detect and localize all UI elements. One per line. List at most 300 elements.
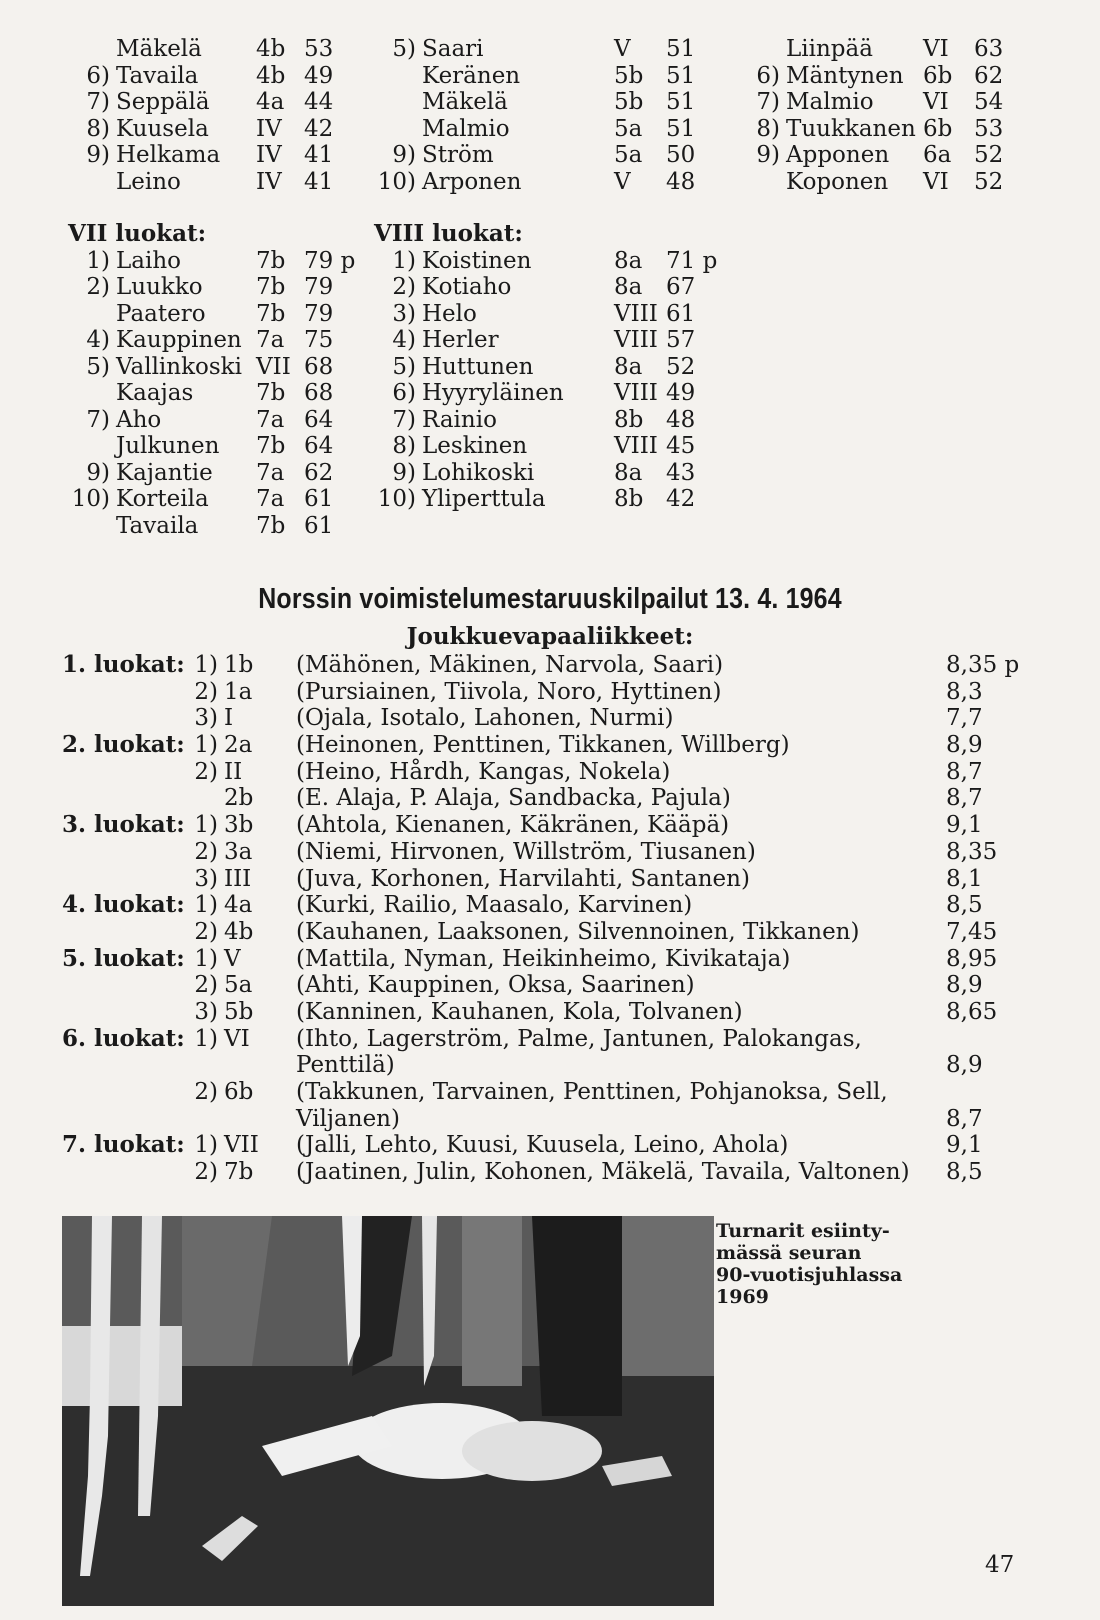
points-value: 52 <box>974 168 1004 195</box>
athlete-name: Mäkelä <box>116 36 202 62</box>
team-score: 8,7 <box>946 1105 983 1132</box>
result-row <box>68 460 348 487</box>
points-value: 44 <box>304 89 334 115</box>
class-label: 4a <box>256 89 285 115</box>
team-result-row <box>56 946 1046 973</box>
athlete-name: Koponen <box>786 168 889 195</box>
page-title: Norssin voimistelumestaruuskilpailut 13. 4. 1964 <box>258 583 842 615</box>
athlete-name: Hyyryläinen <box>422 380 564 406</box>
points-value: 61 <box>304 512 334 539</box>
result-row <box>374 380 734 407</box>
class-label: VI <box>224 1025 250 1052</box>
result-row <box>374 89 734 116</box>
points-value: 50 <box>666 142 696 168</box>
rank-label: 1) <box>194 652 218 678</box>
points-value: 51 <box>666 89 696 115</box>
result-row <box>374 63 734 90</box>
rank-label: 9) <box>756 142 780 168</box>
class-label: 7b <box>256 512 286 539</box>
rank-label: 2) <box>194 918 218 945</box>
result-row <box>68 247 356 275</box>
points-value: 63 <box>974 36 1004 62</box>
team-score: 8,9 <box>946 972 983 999</box>
class-label: 6a <box>923 142 952 168</box>
team-score: 7,45 <box>946 918 998 945</box>
result-row <box>68 354 348 381</box>
result-row <box>374 248 734 275</box>
class-label: 5b <box>224 998 254 1025</box>
class-label: 8b <box>614 486 644 512</box>
rank-label: 4) <box>392 327 416 353</box>
photo-illustration <box>62 1216 714 1606</box>
class-label: 7a <box>256 486 285 512</box>
points-value: 64 <box>304 406 334 433</box>
rank-label: 3) <box>194 865 218 892</box>
team-members: (Jaatinen, Julin, Kohonen, Mäkelä, Tavaila, Valtonen) <box>296 1159 910 1186</box>
gymnasts-photo <box>62 1216 714 1606</box>
points-value: 67 <box>666 274 696 300</box>
result-row <box>738 63 1038 90</box>
grade-label: 3. luokat: <box>62 811 185 839</box>
points-value: 79 <box>304 274 334 300</box>
team-result-row <box>56 919 1046 946</box>
points-value: 54 <box>974 89 1004 115</box>
class-label: VIII <box>614 380 658 406</box>
team-members: (Ahtola, Kienanen, Käkränen, Kääpä) <box>296 812 730 839</box>
team-score: 8,7 <box>946 758 983 785</box>
class-label: V <box>614 168 631 195</box>
team-members: (Pursiainen, Tiivola, Noro, Hyttinen) <box>296 678 722 705</box>
rank-label: 3) <box>194 705 218 732</box>
points-value: 68 <box>304 380 334 406</box>
team-members: (Heinonen, Penttinen, Tikkanen, Willberg) <box>296 732 790 759</box>
rank-label: 2) <box>392 274 416 300</box>
class-label: 7a <box>256 327 285 353</box>
athlete-name: Malmio <box>786 89 874 115</box>
class-label: 4a <box>224 892 253 919</box>
points-value: 75 <box>304 327 334 353</box>
points-value: 62 <box>974 62 1004 89</box>
rank-label: 3) <box>194 998 218 1025</box>
team-result-row <box>56 1159 1046 1186</box>
result-row <box>374 116 734 143</box>
photo-caption <box>716 1220 916 1308</box>
grade-label: 5. luokat: <box>62 944 185 972</box>
team-score: 8,1 <box>946 865 983 892</box>
class-label: 5b <box>614 62 644 89</box>
athlete-name: Mäkelä <box>422 89 508 115</box>
rank-label: 10) <box>377 486 416 512</box>
points-value: 64 <box>304 433 334 459</box>
athlete-name: Laiho <box>116 247 182 274</box>
class-label: VII <box>224 1132 259 1159</box>
team-score: 8,65 <box>946 998 998 1025</box>
rank-label: 2) <box>194 678 218 705</box>
points-value: 42 <box>304 115 334 142</box>
result-row <box>374 169 734 196</box>
class-label: 5a <box>614 142 643 168</box>
result-row <box>374 407 734 434</box>
rank-label: 2) <box>194 758 218 785</box>
class-label: 7b <box>256 274 286 300</box>
team-members: (Niemi, Hirvonen, Willström, Tiusanen) <box>296 838 756 865</box>
rank-label: 9) <box>86 142 110 168</box>
team-result-row <box>56 1052 1046 1079</box>
points-value: 57 <box>666 327 696 353</box>
team-result-row <box>56 732 1046 759</box>
class-label: VI <box>923 168 949 195</box>
result-row <box>374 460 734 487</box>
class-group-header: VII luokat: <box>68 220 207 247</box>
points-value: 52 <box>974 142 1004 168</box>
team-result-row <box>56 679 1046 706</box>
class-label: VII <box>256 353 291 380</box>
result-row <box>68 407 348 434</box>
result-row <box>374 301 734 328</box>
grade-label: 1. luokat: <box>62 651 185 678</box>
caption-line: Turnarit esiinty- <box>716 1220 890 1242</box>
rank-label: 2) <box>194 1159 218 1186</box>
rank-label: 8) <box>392 433 416 459</box>
points-value: 51 <box>666 115 696 142</box>
rank-label: 6) <box>86 62 110 89</box>
athlete-name: Mäntynen <box>786 62 904 89</box>
class-label: II <box>224 758 243 785</box>
team-members: (Kanninen, Kauhanen, Kola, Tolvanen) <box>296 998 743 1025</box>
athlete-name: Seppälä <box>116 89 210 115</box>
class-label: 4b <box>224 918 254 945</box>
rank-label: 5) <box>392 353 416 380</box>
class-label: 8a <box>614 353 643 380</box>
athlete-name: Liinpää <box>786 36 873 62</box>
team-score: 8,7 <box>946 785 983 812</box>
team-score: 9,1 <box>946 812 983 839</box>
team-members: (Mähönen, Mäkinen, Narvola, Saari) <box>296 652 724 678</box>
athlete-name: Tuukkanen <box>786 115 916 142</box>
points-value: 61 <box>666 300 696 327</box>
result-row <box>374 36 734 63</box>
result-row <box>738 169 1038 196</box>
class-label: 1a <box>224 678 253 705</box>
class-label: VIII <box>614 327 658 353</box>
athlete-name: Kajantie <box>116 459 213 486</box>
team-result-row <box>56 1106 1046 1133</box>
team-members: (Kurki, Railio, Maasalo, Karvinen) <box>296 892 693 919</box>
class-group-header: VIII luokat: <box>374 220 523 247</box>
team-score: 8,3 <box>946 678 983 705</box>
class-label: 2b <box>224 785 254 812</box>
class-label: 5b <box>614 89 644 115</box>
class-label: 5a <box>224 972 253 999</box>
athlete-name: Saari <box>422 36 484 62</box>
athlete-name: Vallinkoski <box>116 353 242 380</box>
class-label: 7a <box>256 406 285 433</box>
athlete-name: Paatero <box>116 300 206 327</box>
team-result-row <box>56 1132 1046 1159</box>
team-result-row <box>56 705 1046 732</box>
result-row <box>68 116 348 143</box>
rank-label: 5) <box>392 36 416 62</box>
team-members: (E. Alaja, P. Alaja, Sandbacka, Pajula) <box>296 785 731 812</box>
team-members: (Ojala, Isotalo, Lahonen, Nurmi) <box>296 705 674 732</box>
class-label: 5a <box>614 115 643 142</box>
result-row <box>68 36 348 63</box>
team-members: (Ahti, Kauppinen, Oksa, Saarinen) <box>296 972 695 999</box>
grade-label: 6. luokat: <box>62 1024 185 1052</box>
result-row <box>738 116 1038 143</box>
rank-label: 1) <box>194 892 218 919</box>
athlete-name: Koistinen <box>422 247 532 274</box>
team-result-row <box>56 1026 1046 1053</box>
team-members: (Juva, Korhonen, Harvilahti, Santanen) <box>296 865 750 892</box>
rank-label: 9) <box>86 459 110 486</box>
class-label: 2a <box>224 732 253 759</box>
athlete-name: Aho <box>116 406 162 433</box>
class-label: 8a <box>614 247 643 274</box>
points-value: 71 p <box>666 247 718 274</box>
class-label: 6b <box>923 115 953 142</box>
class-label: IV <box>256 142 282 168</box>
team-score: 8,35 p <box>946 652 1020 678</box>
result-row <box>374 274 734 301</box>
result-row <box>374 354 734 381</box>
athlete-name: Ström <box>422 142 494 168</box>
rank-label: 8) <box>86 115 110 142</box>
rank-label: 9) <box>392 142 416 168</box>
team-score: 8,95 <box>946 945 998 972</box>
rank-label: 3) <box>392 300 416 327</box>
rank-label: 1) <box>86 247 110 274</box>
result-row <box>374 486 734 513</box>
results-column-3 <box>738 36 1038 195</box>
class-label: 8a <box>614 459 643 486</box>
team-members: (Ihto, Lagerström, Palme, Jantunen, Palokangas, <box>296 1025 862 1052</box>
result-row <box>738 89 1038 116</box>
athlete-name: Herler <box>422 327 499 353</box>
team-result-row <box>56 972 1046 999</box>
class-label: VIII <box>614 300 658 327</box>
points-value: 79 p <box>304 247 356 274</box>
athlete-name: Helkama <box>116 142 221 168</box>
class-label: V <box>614 36 631 62</box>
rank-label: 6) <box>756 62 780 89</box>
caption-line: 90-vuotisjuhlassa <box>716 1264 903 1286</box>
points-value: 53 <box>974 115 1004 142</box>
athlete-name: Tavaila <box>116 62 199 89</box>
rank-label: 8) <box>756 115 780 142</box>
athlete-name: Malmio <box>422 115 510 142</box>
athlete-name: Leino <box>116 168 181 195</box>
result-row <box>68 513 348 540</box>
points-value: 41 <box>304 142 334 168</box>
team-score: 8,9 <box>946 732 983 759</box>
points-value: 51 <box>666 62 696 89</box>
athlete-name: Keränen <box>422 62 521 89</box>
points-value: 43 <box>666 459 696 486</box>
result-row <box>68 327 348 354</box>
rank-label: 1) <box>194 945 218 972</box>
athlete-name: Luukko <box>116 274 203 300</box>
grade-label: 4. luokat: <box>62 891 185 919</box>
section-subtitle: Joukkuevapaaliikkeet: <box>406 623 694 650</box>
team-result-row <box>56 866 1046 893</box>
team-members: (Heino, Hårdh, Kangas, Nokela) <box>296 758 671 785</box>
result-row <box>738 142 1038 169</box>
class-label: VI <box>923 36 949 62</box>
class-label: 7b <box>256 433 286 459</box>
result-row <box>68 89 348 116</box>
team-result-row <box>56 785 1046 812</box>
athlete-name: Yliperttula <box>422 486 546 512</box>
rank-label: 2) <box>194 1079 218 1105</box>
team-result-row <box>56 759 1046 786</box>
points-value: 53 <box>304 36 334 62</box>
team-members: (Takkunen, Tarvainen, Penttinen, Pohjanoksa, Sell, <box>296 1079 888 1105</box>
class-label: IV <box>256 168 282 195</box>
class-label: I <box>224 705 234 732</box>
team-score: 9,1 <box>946 1132 983 1159</box>
team-score: 8,35 <box>946 838 998 865</box>
athlete-name: Julkunen <box>116 433 220 459</box>
rank-label: 4) <box>86 327 110 353</box>
class-label: V <box>224 945 241 972</box>
class-label: III <box>224 865 252 892</box>
class-label: 4b <box>256 36 286 62</box>
grade-label: 7. luokat: <box>62 1131 185 1159</box>
points-value: 62 <box>304 459 334 486</box>
points-value: 79 <box>304 300 334 327</box>
rank-label: 2) <box>194 972 218 999</box>
rank-label: 1) <box>194 1132 218 1159</box>
team-members: Penttilä) <box>296 1052 395 1079</box>
rank-label: 7) <box>86 89 110 115</box>
team-score: 7,7 <box>946 705 983 732</box>
page-number: 47 <box>985 1552 1015 1578</box>
rank-label: 10) <box>377 168 416 195</box>
class-label: 3a <box>224 838 253 865</box>
rank-label: 1) <box>194 732 218 759</box>
team-result-row <box>56 999 1046 1026</box>
caption-line: 1969 <box>716 1286 769 1308</box>
result-row <box>738 36 1038 63</box>
grade-label: 2. luokat: <box>62 731 185 759</box>
class-label: 6b <box>923 62 953 89</box>
team-members: (Kauhanen, Laaksonen, Silvennoinen, Tikkanen) <box>296 918 860 945</box>
rank-label: 5) <box>86 353 110 380</box>
result-row <box>374 433 734 460</box>
points-value: 48 <box>666 406 696 433</box>
results-column-1 <box>68 36 356 539</box>
rank-label: 1) <box>392 247 416 274</box>
rank-label: 7) <box>756 89 780 115</box>
athlete-name: Apponen <box>786 142 890 168</box>
rank-label: 7) <box>392 406 416 433</box>
result-row <box>68 486 348 513</box>
team-result-row <box>56 839 1046 866</box>
team-result-row <box>56 652 1046 679</box>
athlete-name: Kuusela <box>116 115 209 142</box>
athlete-name: Helo <box>422 300 477 327</box>
class-label: 7b <box>256 380 286 406</box>
points-value: 48 <box>666 168 696 195</box>
points-value: 42 <box>666 486 696 512</box>
team-result-row <box>56 1079 1046 1106</box>
class-label: 7b <box>256 300 286 327</box>
rank-label: 7) <box>86 406 110 433</box>
class-label: IV <box>256 115 282 142</box>
class-label: 8a <box>614 274 643 300</box>
team-score: 8,9 <box>946 1052 983 1079</box>
rank-label: 9) <box>392 459 416 486</box>
team-results <box>56 652 1046 1186</box>
points-value: 68 <box>304 353 334 380</box>
result-row <box>68 301 348 328</box>
team-result-row <box>56 812 1046 839</box>
results-column-2 <box>374 36 734 513</box>
result-row <box>68 169 348 196</box>
athlete-name: Rainio <box>422 406 497 433</box>
class-label: VI <box>923 89 949 115</box>
points-value: 49 <box>304 62 334 89</box>
class-label: 7b <box>256 247 286 274</box>
result-row <box>68 380 348 407</box>
team-score: 8,5 <box>946 1159 983 1186</box>
result-row <box>68 274 348 301</box>
athlete-name: Kauppinen <box>116 327 242 353</box>
rank-label: 2) <box>86 274 110 300</box>
points-value: 41 <box>304 168 334 195</box>
result-row <box>374 327 734 354</box>
points-value: 45 <box>666 433 696 459</box>
team-members: (Jalli, Lehto, Kuusi, Kuusela, Leino, Ahola) <box>296 1132 789 1159</box>
rank-label: 1) <box>194 812 218 839</box>
class-label: 6b <box>224 1079 254 1105</box>
team-members: (Mattila, Nyman, Heikinheimo, Kivikataja) <box>296 945 791 972</box>
points-value: 49 <box>666 380 696 406</box>
team-members: Viljanen) <box>296 1105 400 1132</box>
points-value: 61 <box>304 486 334 512</box>
class-label: VIII <box>614 433 658 459</box>
points-value: 51 <box>666 36 696 62</box>
class-label: 7b <box>224 1159 254 1186</box>
class-label: 4b <box>256 62 286 89</box>
class-label: 1b <box>224 652 254 678</box>
spacer <box>374 195 734 221</box>
team-result-row <box>56 892 1046 919</box>
caption-line: mässä seuran <box>716 1242 862 1264</box>
athlete-name: Kotiaho <box>422 274 512 300</box>
result-row <box>68 142 348 169</box>
result-row <box>68 63 348 90</box>
athlete-name: Leskinen <box>422 433 528 459</box>
class-label: 7a <box>256 459 285 486</box>
class-label: 8b <box>614 406 644 433</box>
class-label: 3b <box>224 812 254 839</box>
rank-label: 6) <box>392 380 416 406</box>
athlete-name: Korteila <box>116 486 209 512</box>
result-row <box>374 142 734 169</box>
athlete-name: Huttunen <box>422 353 534 380</box>
athlete-name: Kaajas <box>116 380 194 406</box>
team-score: 8,5 <box>946 892 983 919</box>
points-value: 52 <box>666 353 696 380</box>
athlete-name: Lohikoski <box>422 459 535 486</box>
athlete-name: Tavaila <box>116 512 199 539</box>
spacer <box>68 195 348 221</box>
athlete-name: Arponen <box>422 168 522 195</box>
rank-label: 2) <box>194 838 218 865</box>
rank-label: 1) <box>194 1025 218 1052</box>
